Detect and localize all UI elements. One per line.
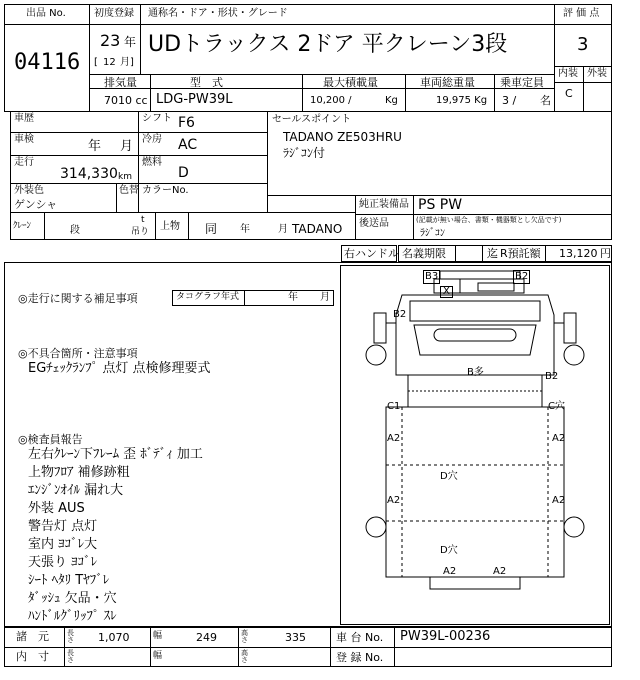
inner-length-label: 長さ: [67, 649, 74, 664]
month-unit: 月]: [120, 57, 134, 68]
max-load-label: 最大積載量: [323, 76, 378, 89]
mark-b-many: B多: [467, 367, 484, 378]
mark-a2-4: A2: [552, 495, 566, 506]
mark-b3: B3: [425, 271, 439, 282]
mark-b2-right: B2: [545, 371, 559, 382]
color-code-label: カラーNo.: [142, 185, 189, 196]
inspector-line-3: ｴﾝｼﾞﾝｵｲﾙ 漏れ大: [28, 483, 124, 498]
first-reg-label: 初度登録: [94, 8, 134, 19]
steering-value: 右ハンドル: [344, 247, 399, 260]
inspector-line-4: 外装 AUS: [28, 501, 85, 516]
tachograph-year: 年: [288, 292, 298, 303]
capacity-unit: 名: [540, 94, 551, 107]
recycle-label: R預託額: [500, 247, 541, 260]
max-load-value: 10,200 /: [310, 95, 352, 106]
month-open: [: [94, 57, 98, 68]
model-value: LDG-PW39L: [156, 92, 233, 107]
gross-weight-value: 19,975 Kg: [436, 95, 488, 106]
interior-value: C: [565, 87, 573, 100]
grade-label: 評 価 点: [563, 8, 600, 19]
max-load-unit: Kg: [385, 95, 398, 106]
vehicle-name: UDトラックス 2ドア 平クレーン3段: [148, 32, 508, 57]
lot-number: 04116: [14, 50, 81, 75]
sales-point-line-1: TADANO ZE503HRU: [283, 130, 402, 144]
mark-b2-top: B2: [515, 271, 529, 282]
crane-stages: 段: [70, 225, 80, 236]
gross-weight-label: 車両総重量: [420, 76, 475, 89]
lot-label: 出品 No.: [26, 8, 66, 19]
aftermarket-note: (記載が無い場合、書類・機器類とし欠品です): [416, 216, 562, 224]
defects-title: ◎不具合箇所・注意事項: [18, 347, 138, 360]
month-value: 12: [103, 57, 116, 68]
color-label: 外装色: [14, 185, 44, 196]
mark-a2-2: A2: [552, 433, 566, 444]
displacement-label: 排気量: [104, 76, 137, 89]
inspector-line-10: ﾊﾝﾄﾞﾙｸﾞﾘｯﾌﾟ ｽﾚ: [28, 609, 117, 624]
model-label: 型 式: [190, 76, 223, 89]
inspector-title: ◎検査員報告: [18, 433, 83, 446]
mark-d-hole-1: D穴: [440, 471, 458, 482]
crane-label: ｸﾚｰﾝ: [13, 221, 32, 231]
crane-capacity-top: t: [141, 215, 145, 225]
fuel-value: D: [178, 165, 189, 181]
shift-label: シフト: [142, 113, 172, 124]
height-value: 335: [285, 631, 306, 644]
mileage-unit: km: [118, 172, 132, 182]
sales-point-line-2: ﾗｼﾞｺﾝ付: [283, 146, 326, 160]
inspector-line-1: 左右ｸﾚｰﾝ下ﾌﾚｰﾑ 歪 ﾎﾞﾃﾞｨ 加工: [28, 447, 203, 462]
exterior-label: 外装: [587, 68, 607, 79]
length-label: 長さ: [67, 629, 74, 644]
year-unit: 年: [124, 35, 137, 49]
crane-capacity-bottom: 吊り: [131, 227, 150, 237]
mark-a2-5: A2: [443, 566, 457, 577]
inspection-month: 月: [120, 139, 134, 154]
upper-maker: TADANO: [292, 222, 343, 236]
genuine-label: 純正装備品: [359, 199, 409, 210]
dims-label: 諸 元: [16, 630, 49, 643]
inspector-line-9: ﾀﾞｯｼｭ 欠品・穴: [28, 591, 117, 606]
mark-d-hole-2: D穴: [440, 545, 458, 556]
chassis-value: PW39L-00236: [400, 629, 491, 644]
reg-label: 登 録 No.: [336, 651, 384, 664]
upper-label: 上物: [160, 221, 180, 232]
truck-diagram: [340, 265, 610, 625]
inspector-line-8: ｼｰﾄ ﾍﾀﾘ Tﾔﾌﾞﾚ: [28, 573, 110, 588]
mark-c1: C1: [387, 401, 401, 412]
inspector-line-6: 室内 ﾖｺﾞﾚ大: [28, 537, 98, 552]
chassis-label: 車 台 No.: [336, 631, 384, 644]
running-title: ◎走行に関する補足事項: [18, 292, 138, 305]
grade-value: 3: [577, 34, 589, 55]
mark-x: X: [440, 286, 453, 298]
width-value: 249: [196, 631, 217, 644]
defect-line-1: EGﾁｪｯｸﾗﾝﾌﾟ 点灯 点検修理要式: [28, 361, 211, 376]
color-no-label: 色替: [119, 185, 139, 196]
upper-same: 同: [205, 222, 218, 236]
inner-width-label: 幅: [153, 651, 163, 661]
inspector-line-7: 天張り ﾖｺﾞﾚ: [28, 555, 98, 570]
mark-a2-1: A2: [387, 433, 401, 444]
genuine-value: PS PW: [418, 197, 463, 213]
height-label: 高さ: [241, 629, 248, 644]
inspector-line-5: 警告灯 点灯: [28, 519, 98, 534]
inspection-label: 車検: [14, 134, 34, 145]
name-change-label: 名義期限: [402, 247, 446, 260]
history-label: 車歴: [14, 113, 34, 124]
mark-a2-6: A2: [493, 566, 507, 577]
mark-c-hole: C穴: [548, 401, 565, 412]
displacement-value: 7010 cc: [104, 94, 148, 107]
inner-height-label: 高さ: [241, 649, 248, 664]
upper-month: 月: [278, 224, 288, 235]
mark-b2-left: B2: [393, 309, 407, 320]
upper-year: 年: [240, 224, 250, 235]
length-value: 1,070: [98, 631, 130, 644]
valve-label: 迄: [487, 247, 498, 260]
recycle-value: 13,120: [559, 247, 598, 260]
fuel-label: 燃料: [142, 157, 162, 168]
color-value: ゲンシャ: [14, 198, 58, 211]
aftermarket-value: ﾗｼﾞｺﾝ: [420, 228, 445, 239]
yen-label: 円: [600, 247, 611, 260]
width-label: 幅: [153, 631, 163, 641]
inspection-year: 年: [88, 139, 102, 154]
inner-label: 内 寸: [16, 650, 49, 663]
tachograph-month: 月: [320, 292, 330, 303]
year-value: 23: [100, 31, 121, 50]
mileage-value: 314,330: [60, 166, 118, 182]
capacity-label: 乗車定員: [500, 76, 544, 89]
capacity-value: 3 /: [502, 94, 517, 107]
shift-value: F6: [178, 115, 195, 131]
tachograph-label: タコグラフ年式: [176, 292, 240, 302]
inspector-line-2: 上物ﾌﾛｱ 補修跡粗: [28, 465, 130, 480]
aftermarket-label: 後送品: [359, 218, 389, 229]
vehicle-label: 通称名・ドア・形状・グレード: [148, 8, 288, 19]
sales-points-label: セールスポイント: [272, 114, 352, 125]
mileage-label: 走行: [14, 157, 34, 168]
interior-label: 内装: [558, 68, 578, 79]
ac-label: 冷房: [142, 134, 162, 145]
mark-a2-3: A2: [387, 495, 401, 506]
ac-value: AC: [178, 137, 198, 153]
